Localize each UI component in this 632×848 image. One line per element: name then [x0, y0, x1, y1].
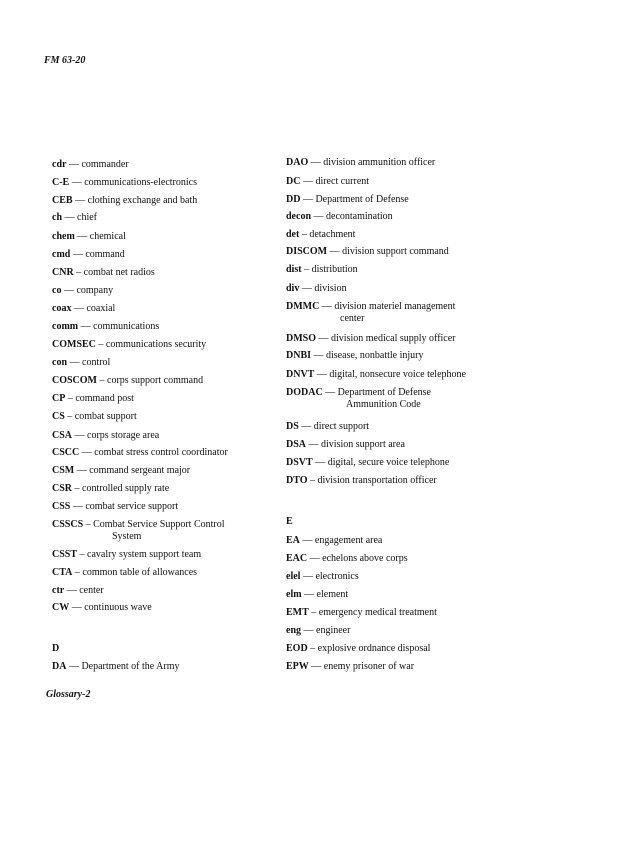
- glossary-definition: — disease, nonbattle injury: [311, 350, 424, 361]
- glossary-definition: — control: [67, 357, 111, 368]
- glossary-term: CNR: [52, 267, 74, 278]
- glossary-definition: — engineer: [301, 625, 351, 636]
- glossary-definition: — element: [301, 589, 349, 600]
- glossary-term: con: [52, 357, 67, 368]
- glossary-term: DD: [286, 194, 301, 205]
- glossary-term: CEB: [52, 195, 73, 206]
- glossary-term: CSA: [52, 430, 73, 441]
- glossary-entry: [52, 430, 292, 442]
- glossary-term: CSSCS: [52, 519, 84, 530]
- glossary-definition: – corps support command: [97, 375, 204, 386]
- glossary-entry: [52, 357, 292, 369]
- glossary-entry: [286, 246, 526, 258]
- glossary-term: EPW: [286, 661, 309, 672]
- glossary-term: comm: [52, 321, 79, 332]
- glossary-entry: [52, 661, 292, 673]
- glossary-term: cdr: [52, 159, 67, 170]
- glossary-term: elm: [286, 589, 302, 600]
- glossary-term: DSVT: [286, 457, 313, 468]
- glossary-definition: — commander: [66, 159, 129, 170]
- glossary-term: DMSO: [286, 333, 316, 344]
- glossary-definition: — Department of Defense: [322, 387, 431, 398]
- glossary-definition: — digital, nonsecure voice telephone: [314, 369, 466, 380]
- glossary-definition: – controlled supply rate: [72, 483, 170, 494]
- glossary-definition: — division support command: [327, 246, 449, 257]
- glossary-definition: — division medical supply officer: [316, 333, 456, 344]
- glossary-entry: [52, 411, 292, 423]
- glossary-entry: [52, 602, 292, 614]
- glossary-definition: – division transportation officer: [307, 475, 437, 486]
- glossary-entry: [286, 661, 526, 673]
- glossary-term: DTO: [286, 475, 308, 486]
- glossary-definition: — decontamination: [311, 211, 393, 222]
- glossary-term: CP: [52, 393, 66, 404]
- glossary-entry: [286, 589, 526, 601]
- glossary-entry: [52, 519, 292, 543]
- glossary-entry: [286, 264, 526, 276]
- glossary-definition: – combat support: [64, 411, 137, 422]
- glossary-term: CSST: [52, 549, 78, 560]
- glossary-definition: — company: [61, 285, 114, 296]
- glossary-entry: [286, 643, 526, 655]
- glossary-entry: [286, 350, 526, 362]
- glossary-term: cmd: [52, 249, 71, 260]
- glossary-term: CSM: [52, 465, 75, 476]
- glossary-definition: — engagement area: [299, 535, 383, 546]
- glossary-term: det: [286, 229, 300, 240]
- glossary-term: ctr: [52, 585, 65, 596]
- glossary-definition-continued: System: [112, 531, 142, 542]
- glossary-term: dist: [286, 264, 302, 275]
- glossary-entry: [286, 301, 526, 325]
- glossary-entry: [52, 303, 292, 315]
- glossary-definition: — corps storage area: [72, 430, 160, 441]
- glossary-entry: [52, 195, 292, 207]
- glossary-entry: [286, 333, 526, 345]
- glossary-term: DNVT: [286, 369, 315, 380]
- page-footer: Glossary-2: [46, 689, 91, 700]
- section-letter: E: [286, 516, 293, 527]
- glossary-term: COSCOM: [52, 375, 97, 386]
- glossary-term: eng: [286, 625, 301, 636]
- glossary-definition: — chief: [62, 212, 97, 223]
- glossary-term: ch: [52, 212, 62, 223]
- glossary-entry: [52, 393, 292, 405]
- glossary-entry: [286, 369, 526, 381]
- glossary-term: chem: [52, 231, 75, 242]
- glossary-term: COMSEC: [52, 339, 96, 350]
- glossary-definition: – explosive ordnance disposal: [307, 643, 431, 654]
- glossary-entry: [286, 421, 526, 433]
- glossary-term: DNBI: [286, 350, 312, 361]
- glossary-term: DC: [286, 176, 301, 187]
- glossary-definition: – common table of allowances: [72, 567, 198, 578]
- glossary-entry: [52, 231, 292, 243]
- glossary-entry: [286, 229, 526, 241]
- glossary-entry: [286, 553, 526, 565]
- glossary-entry: [286, 387, 526, 411]
- glossary-term: EA: [286, 535, 300, 546]
- glossary-term: DSA: [286, 439, 307, 450]
- glossary-entry: [286, 607, 526, 619]
- glossary-definition: — center: [64, 585, 104, 596]
- glossary-term: DAO: [286, 157, 309, 168]
- glossary-term: CSS: [52, 501, 71, 512]
- glossary-definition-continued: Ammunition Code: [346, 399, 421, 410]
- glossary-definition: – combat net radios: [73, 267, 155, 278]
- glossary-term: CSR: [52, 483, 73, 494]
- glossary-definition: — communications: [78, 321, 160, 332]
- glossary-entry: [286, 211, 526, 223]
- glossary-entry: [286, 457, 526, 469]
- section-letter: D: [52, 643, 60, 654]
- glossary-definition: — Department of Defense: [300, 194, 409, 205]
- glossary-entry: [286, 176, 526, 188]
- glossary-entry: [52, 465, 292, 477]
- glossary-definition: – communications security: [95, 339, 207, 350]
- glossary-term: EAC: [286, 553, 308, 564]
- glossary-entry: [286, 625, 526, 637]
- glossary-definition: — digital, secure voice telephone: [312, 457, 450, 468]
- glossary-definition: — combat service support: [70, 501, 179, 512]
- glossary-definition: – command post: [65, 393, 134, 404]
- glossary-definition: — enemy prisoner of war: [308, 661, 415, 672]
- glossary-definition-continued: center: [340, 313, 365, 324]
- glossary-definition: — command: [70, 249, 125, 260]
- glossary-entry: [52, 375, 292, 387]
- glossary-entry: [52, 177, 292, 189]
- glossary-entry: [52, 339, 292, 351]
- glossary-term: C-E: [52, 177, 70, 188]
- glossary-entry: [52, 267, 292, 279]
- glossary-definition: — division support area: [306, 439, 405, 450]
- glossary-entry: [52, 321, 292, 333]
- glossary-term: DISCOM: [286, 246, 328, 257]
- page-header: FM 63-20: [44, 55, 86, 66]
- glossary-entry: [52, 249, 292, 261]
- glossary-definition: — coaxial: [71, 303, 116, 314]
- glossary-definition: – distribution: [301, 264, 358, 275]
- glossary-term: EMT: [286, 607, 309, 618]
- glossary-entry: [286, 535, 526, 547]
- glossary-entry: [52, 585, 292, 597]
- glossary-term: CW: [52, 602, 70, 613]
- glossary-definition: — direct support: [298, 421, 370, 432]
- glossary-definition: — Department of the Army: [66, 661, 180, 672]
- glossary-definition: — division materiel management: [319, 301, 456, 312]
- glossary-definition: — chemical: [74, 231, 126, 242]
- glossary-definition: — combat stress control coordinator: [79, 447, 228, 458]
- glossary-entry: [286, 283, 526, 295]
- glossary-definition: — division: [299, 283, 347, 294]
- glossary-term: DS: [286, 421, 299, 432]
- glossary-definition: — continuous wave: [69, 602, 152, 613]
- glossary-entry: [52, 549, 292, 561]
- glossary-entry: [52, 212, 292, 224]
- glossary-entry: [52, 567, 292, 579]
- glossary-entry: [286, 194, 526, 206]
- glossary-entry: [286, 571, 526, 583]
- glossary-definition: — echelons above corps: [307, 553, 408, 564]
- glossary-term: DODAC: [286, 387, 323, 398]
- glossary-term: EOD: [286, 643, 308, 654]
- glossary-definition: – emergency medical treatment: [308, 607, 437, 618]
- glossary-entry: [52, 447, 292, 459]
- glossary-entry: [286, 475, 526, 487]
- glossary-term: DA: [52, 661, 67, 672]
- glossary-entry: [52, 159, 292, 171]
- glossary-term: CSCC: [52, 447, 80, 458]
- glossary-entry: [52, 483, 292, 495]
- glossary-term: CS: [52, 411, 65, 422]
- glossary-definition: – Combat Service Support Control: [83, 519, 225, 530]
- glossary-term: co: [52, 285, 62, 296]
- glossary-term: DMMC: [286, 301, 320, 312]
- glossary-definition: — communications-electronics: [69, 177, 197, 188]
- glossary-entry: [286, 439, 526, 451]
- glossary-term: coax: [52, 303, 72, 314]
- glossary-term: CTA: [52, 567, 73, 578]
- glossary-definition: — division ammunition officer: [308, 157, 436, 168]
- glossary-term: div: [286, 283, 300, 294]
- glossary-entry: [286, 157, 526, 169]
- glossary-definition: – detachment: [299, 229, 356, 240]
- glossary-definition: — command sergeant major: [74, 465, 191, 476]
- glossary-definition: – cavalry system support team: [77, 549, 202, 560]
- glossary-definition: — clothing exchange and bath: [72, 195, 198, 206]
- glossary-definition: — electronics: [300, 571, 359, 582]
- glossary-entry: [52, 501, 292, 513]
- glossary-entry: [52, 285, 292, 297]
- glossary-definition: — direct current: [300, 176, 370, 187]
- glossary-term: elel: [286, 571, 301, 582]
- glossary-term: decon: [286, 211, 311, 222]
